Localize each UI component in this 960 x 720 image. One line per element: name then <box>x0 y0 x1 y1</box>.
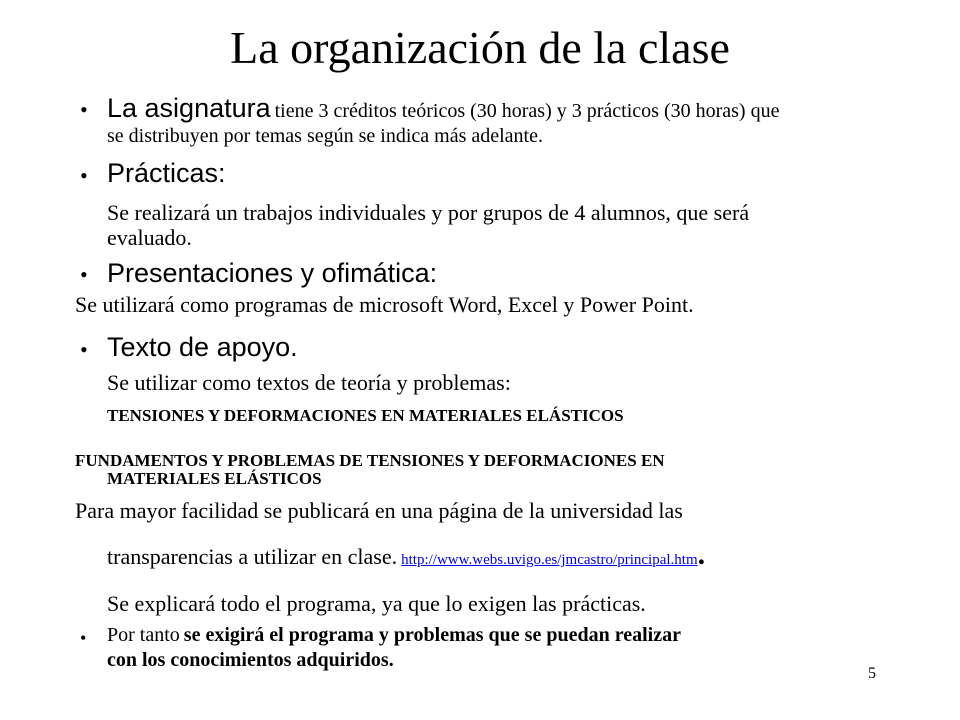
bullet-5-line-2: con los conocimientos adquiridos. <box>107 649 394 671</box>
bullet-icon: • <box>80 262 88 287</box>
textbook-2-title-line-2: MATERIALES ELÁSTICOS <box>107 469 322 488</box>
bullet-1-text: tiene 3 créditos teóricos (30 horas) y 3 prácticos (30 horas) que <box>274 100 780 122</box>
course-website-link[interactable]: http://www.webs.uvigo.es/jmcastro/principal.htm <box>401 552 698 568</box>
bullet-1-line-2: se distribuyen por temas según se indica más adelante. <box>107 125 543 147</box>
bullet-icon: • <box>80 628 87 648</box>
bullet-icon: • <box>80 337 88 362</box>
bullet-3-line-1: Se utilizará como programas de microsoft Word, Excel y Power Point. <box>75 292 694 317</box>
bullet-1-heading: La asignatura <box>107 93 271 123</box>
bullet-1-line-1 <box>107 93 779 123</box>
info-line-3: Se explicará todo el programa, ya que lo exigen las prácticas. <box>107 591 646 616</box>
bullet-2-line-2: evaluado. <box>107 225 192 250</box>
bullet-2-line-1: Se realizará un trabajos individuales y por grupos de 4 alumnos, que será <box>107 200 750 225</box>
bullet-4-line-1: Se utilizar como textos de teoría y problemas: <box>107 370 511 395</box>
info-line-2 <box>107 538 705 572</box>
textbook-2-title-line-1: FUNDAMENTOS Y PROBLEMAS DE TENSIONES Y DEFORMACIONES EN <box>75 451 665 470</box>
bullet-5-bold-text: se exigirá el programa y problemas que se puedan realizar <box>183 624 681 646</box>
bullet-2-heading: Prácticas: <box>107 158 226 188</box>
bullet-icon: • <box>80 97 88 122</box>
info-line-1: Para mayor facilidad se publicará en una página de la universidad las <box>75 498 683 523</box>
slide-title: La organización de la clase <box>230 22 730 73</box>
textbook-1-title: TENSIONES Y DEFORMACIONES EN MATERIALES ELÁSTICOS <box>107 406 624 425</box>
bullet-3-heading: Presentaciones y ofimática: <box>107 258 438 288</box>
bullet-5-line-1 <box>107 624 681 647</box>
bullet-4-heading: Texto de apoyo. <box>107 332 298 362</box>
bullet-5-text: Por tanto <box>107 624 180 646</box>
page-number: 5 <box>868 665 876 682</box>
bullet-icon: • <box>80 163 88 188</box>
info-line-2-text: transparencias a utilizar en clase. <box>107 544 398 569</box>
info-line-2-period: . <box>697 538 706 571</box>
